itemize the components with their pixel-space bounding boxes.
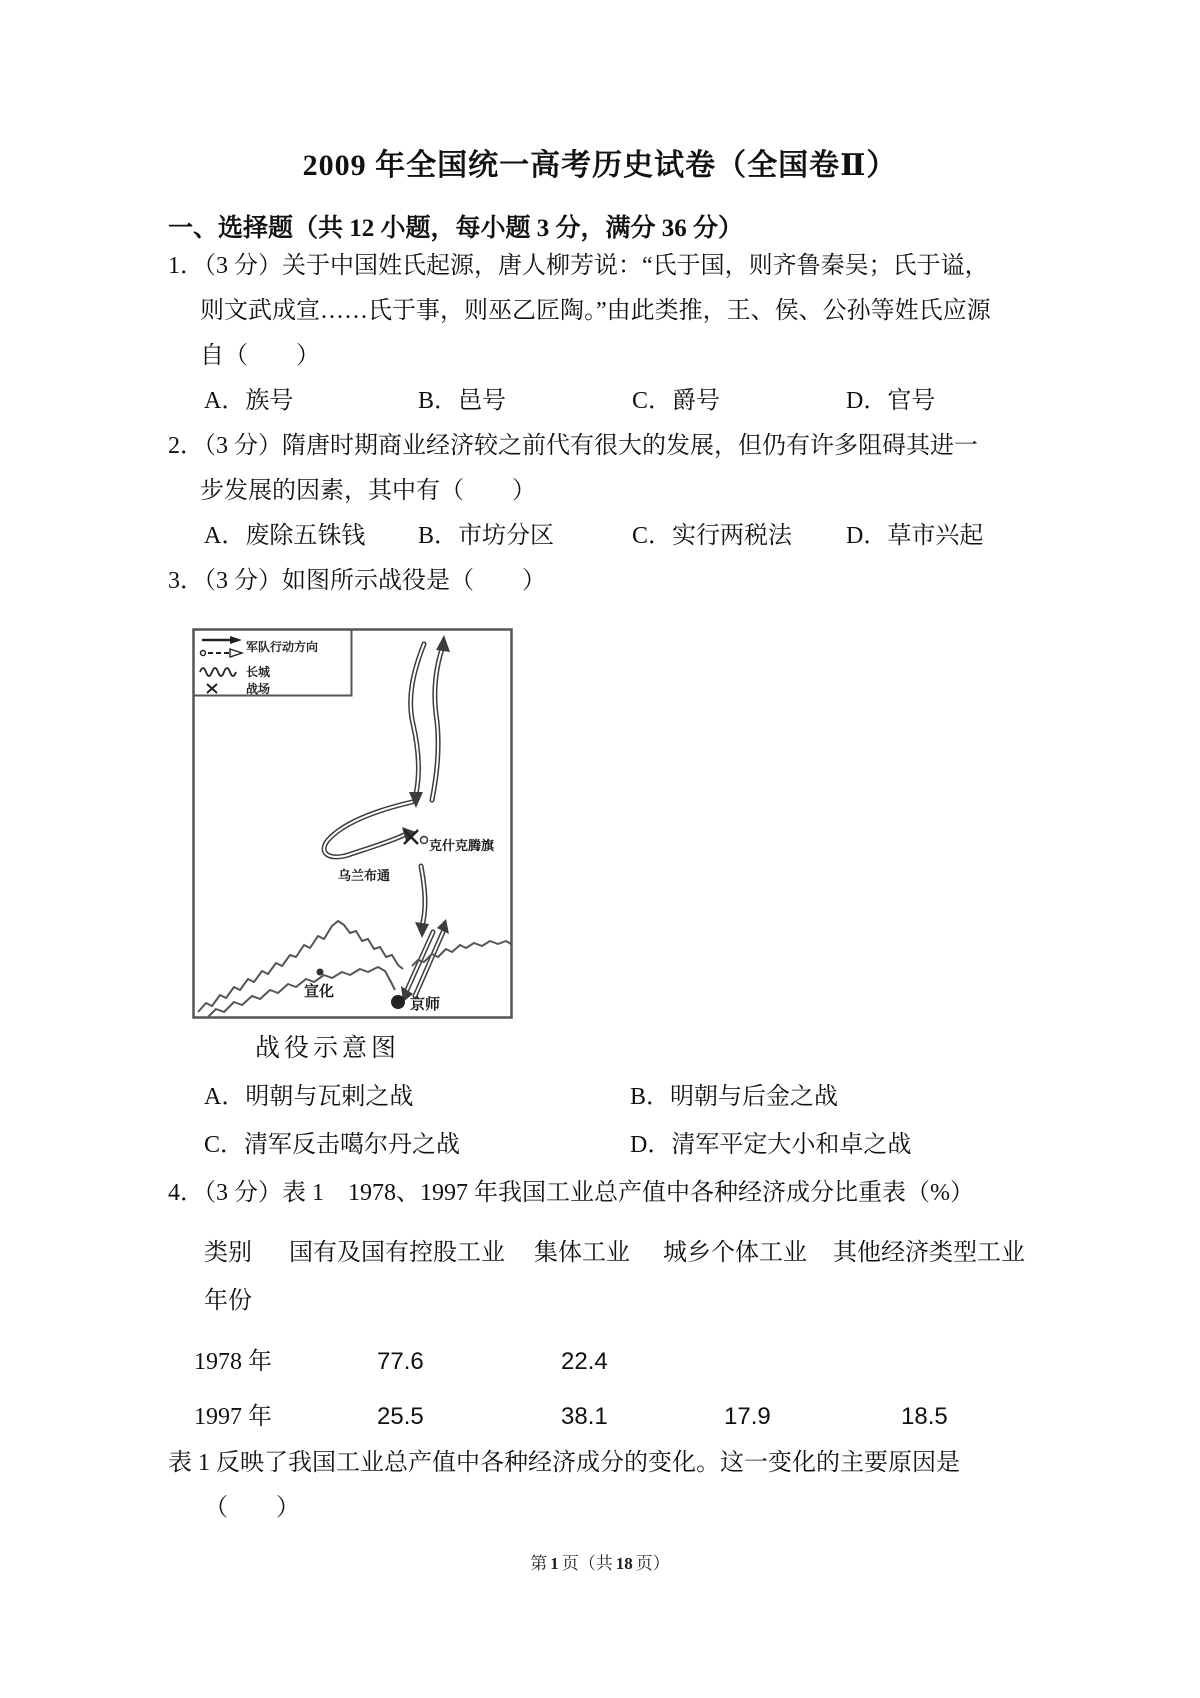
question-3-options-cd [204, 1121, 1200, 1169]
footer-total-pages: 18 [615, 1554, 633, 1573]
table-cell-year: 1978 年 [194, 1349, 272, 1375]
table-col-header-3: 城乡个体工业 [663, 1240, 807, 1266]
table-row-1978 [194, 1339, 1200, 1384]
question-2-options [204, 514, 1200, 559]
option-d: D．草市兴起 [846, 523, 984, 549]
footer-prefix: 第 [530, 1554, 548, 1573]
option-d: D．官号 [846, 388, 936, 414]
table-cell-value: 18.5 [901, 1403, 948, 1430]
legend-battlefield-label: 战场 [246, 682, 271, 696]
option-c: C．实行两税法 [632, 523, 793, 549]
table-col-header-4: 其他经济类型工业 [833, 1240, 1025, 1266]
legend-great-wall-label: 长城 [246, 665, 271, 679]
legend-great-wall-icon [200, 668, 236, 676]
jingshi-marker [391, 995, 405, 1009]
option-a: A．明朝与瓦剌之战 [204, 1084, 414, 1110]
table-cell-value: 25.5 [377, 1403, 424, 1430]
question-4-tail-2: （ ） [204, 1495, 300, 1521]
table-row-1997 [194, 1394, 1200, 1439]
question-4-tail-1: 表 1 反映了我国工业总产值中各种经济成分的变化。这一变化的主要原因是 [168, 1450, 960, 1476]
question-1 [0, 244, 1200, 424]
battle-map-figure [192, 628, 513, 1019]
option-c: C．清军反击噶尔丹之战 [204, 1132, 461, 1158]
question-1-line-3: 自（ ） [200, 343, 320, 369]
table-cell-value: 77.6 [377, 1348, 424, 1375]
option-b: B．邑号 [418, 388, 507, 414]
great-wall-line [198, 921, 511, 1017]
option-b: B．明朝与后金之战 [630, 1084, 839, 1110]
map-label-wulanbutong: 乌兰布通 [338, 868, 391, 883]
option-a: A．废除五铢钱 [204, 523, 366, 549]
question-1-line-1: 1．（3 分）关于中国姓氏起源，唐人柳芳说：“氏于国，则齐鲁秦吴；氏于谥， [168, 253, 989, 279]
question-3 [0, 559, 1200, 1169]
question-3-line-1: 3．（3 分）如图所示战役是（ ） [168, 568, 546, 594]
question-4-line-1: 4．（3 分）表 1 1978、1997 年我国工业总产值中各种经济成分比重表（%） [168, 1180, 974, 1206]
map-legend [194, 630, 352, 697]
footer-mid: 页（共 [561, 1554, 613, 1573]
option-c: C．爵号 [632, 388, 721, 414]
legend-army-direction-label: 军队行动方向 [246, 640, 319, 654]
question-3-options-ab [204, 1073, 1200, 1121]
table-col-header-2: 集体工业 [534, 1240, 630, 1266]
question-2 [0, 424, 1200, 559]
option-d: D．清军平定大小和卓之战 [630, 1132, 912, 1158]
table-col-header-1: 国有及国有控股工业 [289, 1240, 505, 1266]
footer-current-page: 1 [550, 1554, 559, 1573]
question-4 [0, 1169, 1200, 1531]
map-label-xuanhua: 宣化 [304, 984, 335, 1000]
table-corner-bottom: 年份 [204, 1288, 252, 1314]
table-cell-year: 1997 年 [194, 1404, 272, 1430]
table-cell-value: 22.4 [561, 1348, 608, 1375]
army-routes [324, 635, 450, 1002]
table-cell-value: 38.1 [561, 1403, 608, 1430]
option-a: A．族号 [204, 388, 294, 414]
map-label-jingshi: 京师 [410, 997, 441, 1013]
table-corner-top: 类别 [204, 1240, 252, 1266]
footer-suffix: 页） [635, 1554, 670, 1573]
question-2-line-1: 2．（3 分）隋唐时期商业经济较之前代有很大的发展，但仍有许多阻碍其进一 [168, 433, 978, 459]
option-b: B．市坊分区 [418, 523, 555, 549]
page-footer [0, 1549, 1200, 1574]
section-heading: 一、选择题（共 12 小题，每小题 3 分，满分 36 分） [168, 215, 744, 242]
legend-army-direction-icon [201, 636, 243, 657]
page-title: 2009 年全国统一高考历史试卷（全国卷Ⅱ） [302, 149, 898, 182]
table-header-row [204, 1229, 1200, 1277]
question-2-line-2: 步发展的因素，其中有（ ） [200, 478, 536, 504]
legend-battlefield-icon [207, 684, 217, 693]
question-1-line-2: 则文武成宣……氏于事，则巫乙匠陶。”由此类推，王、侯、公孙等姓氏应源 [200, 298, 991, 324]
battle-map-svg [192, 628, 513, 1019]
question-1-options [204, 379, 1200, 424]
table-cell-value: 17.9 [724, 1403, 771, 1430]
map-label-keshiketeng: 克什克腾旗 [429, 838, 495, 853]
xuanhua-marker [317, 969, 324, 976]
map-caption: 战役示意图 [255, 1035, 401, 1062]
